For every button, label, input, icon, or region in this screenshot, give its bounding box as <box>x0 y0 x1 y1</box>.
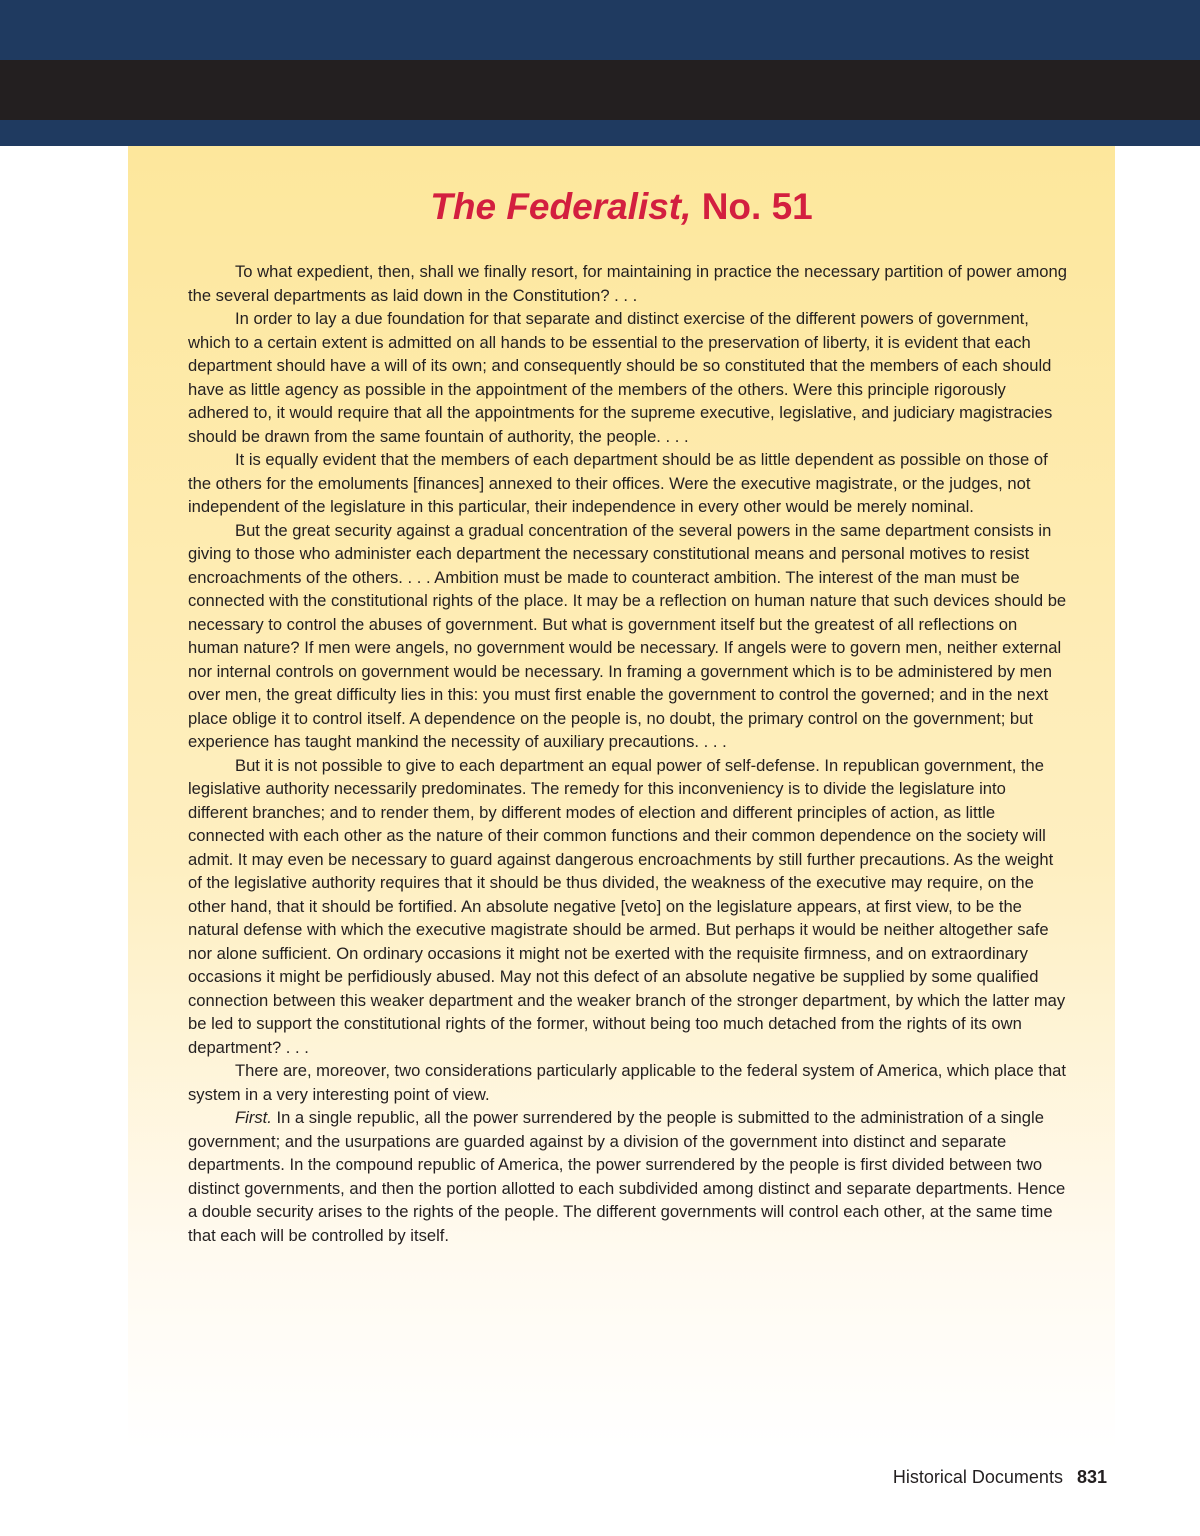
paragraph: But it is not possible to give to each department an equal power of self-defense. In republican government, the legislative authority necessarily predominates. The remedy for this inconveniency is to divide the legislature into different branches; and to render them, by different modes of election and different principles of action, as little connected with each other as the nature of their common functions and their common dependence on the society will admit. It may even be necessary to guard against dangerous encroachments by still further precautions. As the weight of the legislative authority requires that it should be thus divided, the weakness of the executive may require, on the other hand, that it should be fortified. An absolute negative [veto] on the legislature appears, at first view, to be the natural defense with which the executive magistrate should be armed. But perhaps it would be neither altogether safe nor alone sufficient. On ordinary occasions it might not be exerted with the requisite firmness, and on extraordinary occasions it might be perfidiously abused. May not this defect of an absolute negative be supplied by some qualified connection between this weaker department and the weaker branch of the stronger department, by which the latter may be led to support the constitutional rights of the former, without being too much detached from the rights of its own department? . . . <box>188 755 1066 1057</box>
header-band-top <box>0 0 1200 60</box>
paragraph: There are, moreover, two considerations particularly applicable to the federal system of America, which place that system in a very interesting point of view. <box>188 1061 1067 1104</box>
paragraph-text: In a single republic, all the power surrendered by the people is submitted to the administration of a single government; and the usurpations are guarded against by a division of the government into distinct and separate departments. In the compound republic of America, the power surrendered by the people is first divided between two distinct governments, and then the portion allotted to each subdivided among distinct and separate departments. Hence a double security arises to the rights of the people. The different governments will control each other, at the same time that each will be controlled by itself. <box>188 1108 1066 1245</box>
paragraph-lead: First. <box>235 1108 272 1127</box>
document-title <box>128 186 1115 228</box>
footer-section-label: Historical Documents <box>892 1467 1063 1487</box>
header-band-middle <box>0 60 1200 120</box>
paragraph: In order to lay a due foundation for that separate and distinct exercise of the different powers of government, which to a certain extent is admitted on all hands to be essential to the preservation of liberty, it is evident that each department should have a will of its own; and consequently should be so constituted that the members of each should have as little agency as possible in the appointment of the members of the others. Were this principle rigorously adhered to, it would require that all the appointments for the supreme executive, legislative, and judiciary magistracies should be drawn from the same fountain of authority, the people. . . . <box>188 309 1053 446</box>
paragraph: But the great security against a gradual concentration of the several powers in the same department consists in giving to those who administer each department the necessary constitutional means and personal motives to resist encroachments of the others. . . . Ambition must be made to counteract ambition. The interest of the man must be connected with the constitutional rights of the place. It may be a reflection on human nature that such devices should be necessary to control the abuses of government. But what is government itself but the greatest of all reflections on human nature? If men were angels, no government would be necessary. If angels were to govern men, neither external nor internal controls on government would be necessary. In framing a government which is to be administered by men over men, the great difficulty lies in this: you must first enable the government to control the governed; and in the next place oblige it to control itself. A dependence on the people is, no doubt, the primary control on the government; but experience has taught mankind the necessity of auxiliary precautions. . . . <box>188 520 1067 751</box>
title-italic: The Federalist, <box>430 186 692 227</box>
title-number: No. 51 <box>701 186 813 227</box>
paragraph: To what expedient, then, shall we finally resort, for maintaining in practice the necessary partition of power among the several departments as laid down in the Constitution? . . . <box>188 262 1067 305</box>
paragraph: It is equally evident that the members of each department should be as little dependent as possible on those of the others for the emoluments [finances] annexed to their offices. Were the executive magistrate, or the judges, not independent of the legislature in this particular, their independence in every other would be merely nominal. <box>188 450 1048 516</box>
header-band-bottom <box>0 120 1200 146</box>
document-body <box>188 260 1068 1247</box>
page-number: 831 <box>1076 1467 1107 1487</box>
page-footer <box>893 1467 1107 1488</box>
paragraph <box>188 1106 1068 1247</box>
